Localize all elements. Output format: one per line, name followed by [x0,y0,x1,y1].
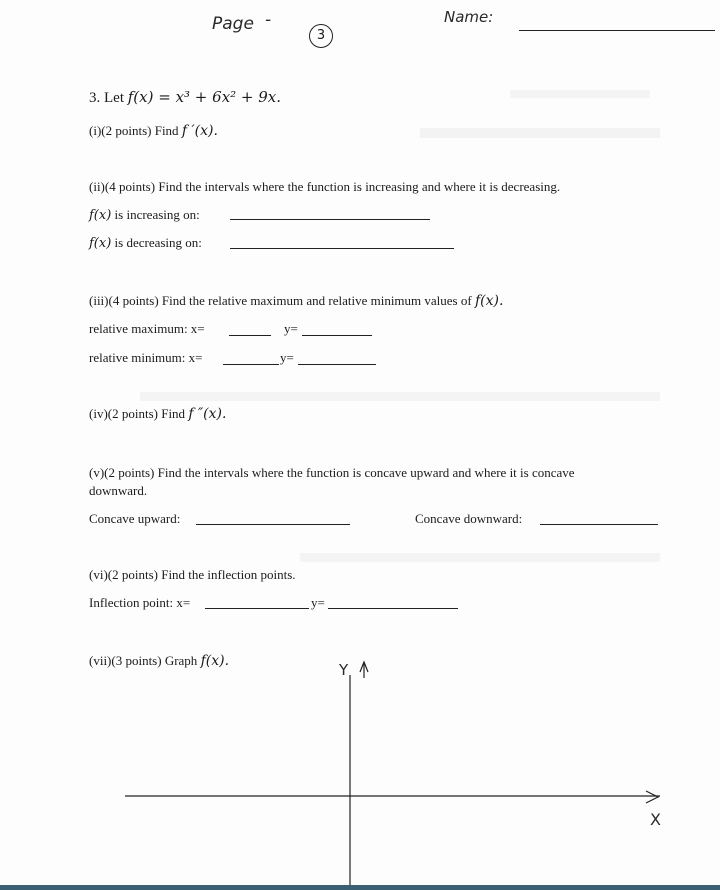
part-vi-label: (vi)(2 points) Find the inflection points. [89,567,296,582]
part-v-label-line1: (v)(2 points) Find the intervals where the function is concave upward and where it is concave [89,465,575,480]
part-vii-label: (vii)(3 points) Graph [89,653,198,668]
name-label: Name: [444,8,494,26]
relative-min-label: relative minimum: x= [89,350,203,365]
fx-decreasing: f(x) [89,236,112,251]
part-iii-expr: f(x). [474,293,504,309]
inflection-y-label: y= [311,595,325,610]
part-ii-label: (ii)(4 points) Find the intervals where the function is increasing and where it is decreasing. [89,179,561,194]
y-axis-label: Y [339,661,349,679]
part-iv-expr: f ″(x). [188,406,227,422]
page-mark: - [265,10,272,30]
part-iv-label: (iv)(2 points) Find [89,406,186,421]
concave-upward-label: Concave upward: [89,511,181,526]
concave-downward-label: Concave downward: [415,511,523,526]
part-iii-label: (iii)(4 points) Find the relative maximum and relative minimum values of [89,293,472,308]
fx-increasing: f(x) [89,208,112,223]
problem-function: f(x) = x³ + 6x² + 9x. [127,88,282,106]
relative-min-y-label: y= [280,350,294,365]
bottom-bar [0,885,720,890]
x-axis-arrow-icon [646,791,658,803]
part-i-expr: f ′(x). [181,123,218,139]
x-axis-label: X [650,810,661,829]
part-vii-expr: f(x). [200,653,230,669]
problem-number: 3. Let [89,90,124,106]
increasing-label: is increasing on: [114,207,200,222]
relative-max-y-label: y= [284,321,298,336]
page-number: 3 [316,28,326,43]
part-v-label-line2: downward. [89,483,148,498]
page-label: Page [212,14,254,34]
decreasing-label: is decreasing on: [114,235,202,250]
relative-max-label: relative maximum: x= [89,321,205,336]
part-i-label: (i)(2 points) Find [89,123,179,138]
inflection-point-label: Inflection point: x= [89,595,191,610]
